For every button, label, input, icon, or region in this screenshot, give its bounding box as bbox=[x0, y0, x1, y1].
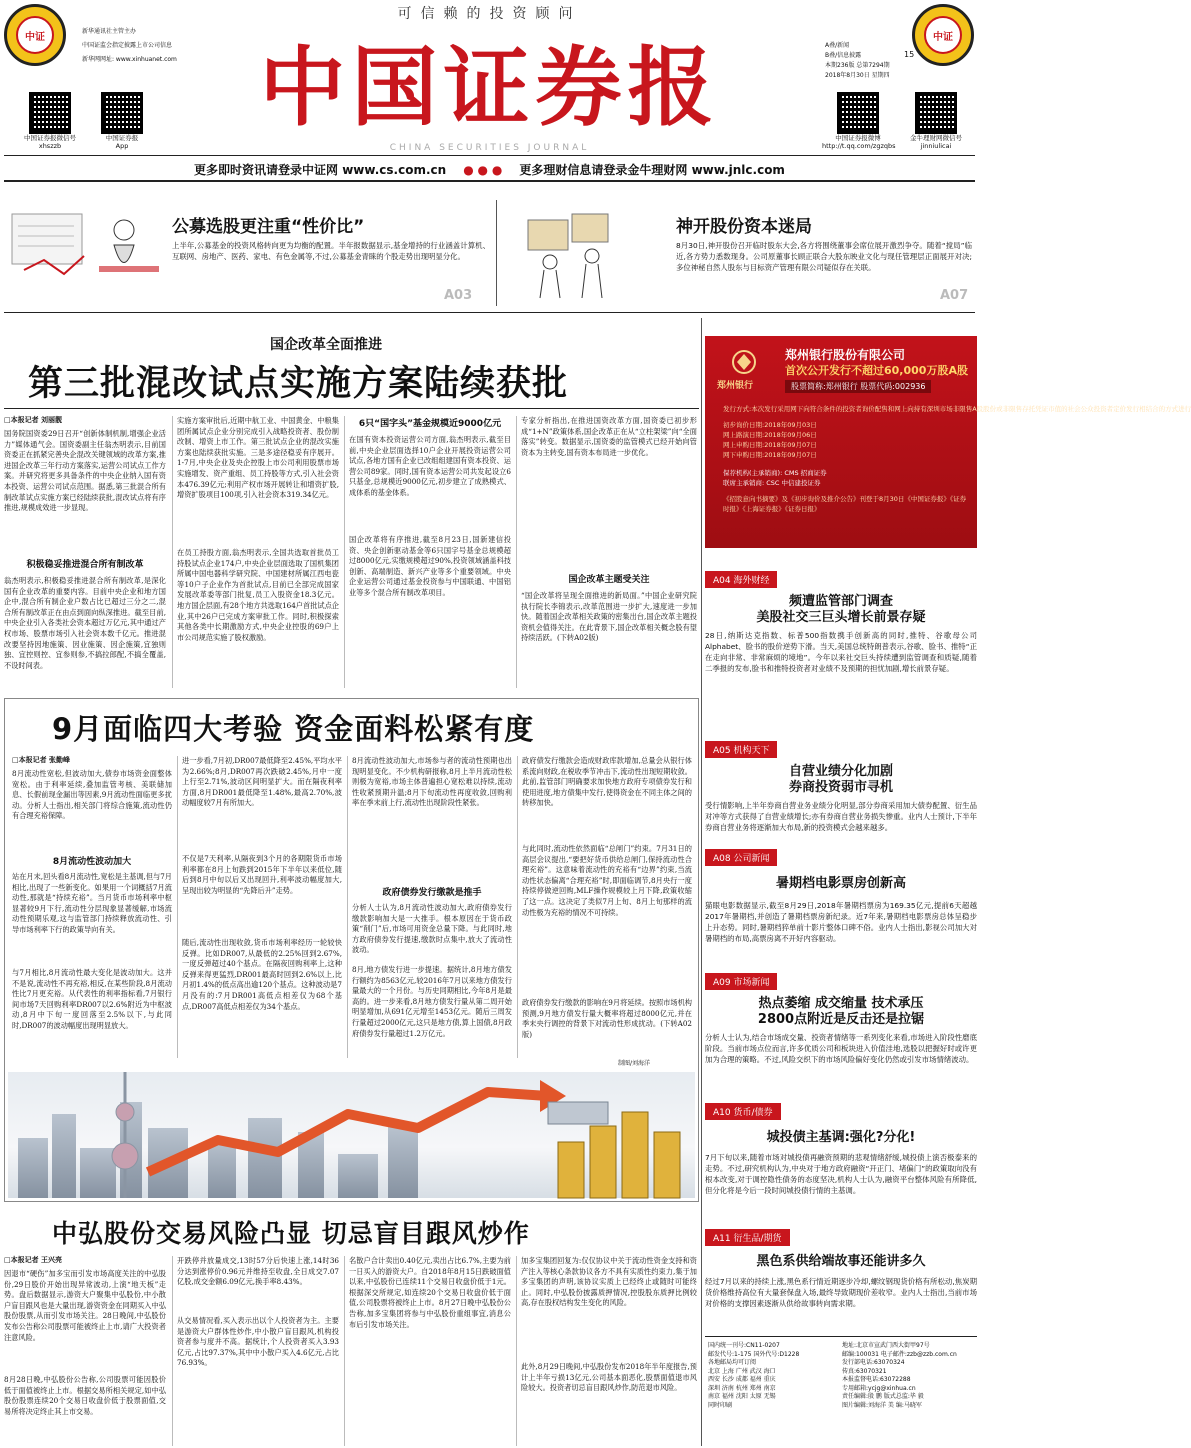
lead-headline[interactable]: 第三批混改试点实施方案陆续获批 bbox=[28, 364, 569, 404]
lead-para: 实施方案审批后,近期中航工业、中国黄金、中粮集团所属试点企业分别完成引入战略投资者、股份制改制、增资上市工作。第三批试点企业的混改实施方案也陆续获批实施。三是多途径稳妥有序展开。1-7月,中央企业及央企控股上市公司利用股票市场实施增发、资产重组、员工持股等方式,引入社会资本476.39亿元;利用产权市场开展转让和增资扩股,增资扩股项目100项,引入社会资本319.34亿元。 bbox=[177, 416, 339, 500]
footer-line: 西安 长沙 成都 福州 重庆 bbox=[708, 1376, 776, 1383]
lead-para: “国企改革将呈现全面推进的新局面。”中国企业研究院执行院长李锦表示,改革范围进一步扩大,速度进一步加快。随着国企改革相关政策的密集出台,国企改革主题投资机会值得关注。在此背景下,国企改革相关概念股有望持续活跃。(下转A02版) bbox=[521, 591, 697, 643]
coin-stack-icon bbox=[548, 1102, 698, 1198]
footer-right bbox=[842, 1342, 977, 1410]
second-para: 8月流动性宽松,但波动加大,债券市场资金面整体宽松。由于利率延续,叠加监管考核、美联储加息、长假前现金漏出等因素,9月流动性面临更多扰动。分析人士指出,相关部门将综合施策,流动性仍有合理充裕保障。 bbox=[12, 769, 172, 821]
third-para: 此外,8月29日晚间,中弘股份发布2018年半年度报告,预计上半年亏损13亿元,公司基本面恶化,股票面值退市风险较大。投资者切忌盲目跟风炒作,防范退市风险。 bbox=[521, 1362, 697, 1393]
footer-line: 国内统一刊号:CN11-0207 bbox=[708, 1342, 780, 1349]
links-rule bbox=[4, 180, 975, 182]
teaser-illustration-icon bbox=[500, 200, 650, 300]
column-rule bbox=[516, 416, 517, 688]
qr-code-icon bbox=[101, 92, 143, 134]
second-subhead: 8月流动性波动加大 bbox=[52, 857, 132, 867]
sidebar-title: 自营业绩分化加剧 券商投资弱市寻机 bbox=[788, 764, 893, 795]
lead-subhead: 积极稳妥推进混合所有制改革 bbox=[26, 560, 144, 570]
section-tag: A09 市场新闻 bbox=[705, 973, 777, 990]
qr-right-1[interactable] bbox=[822, 92, 894, 150]
header-rule bbox=[4, 155, 975, 156]
footer-line: 邮编:100031 电子邮件:zzb@zzb.com.cn bbox=[842, 1350, 957, 1358]
ad-line: 网上路演日期:2018年09月06日 bbox=[723, 431, 817, 439]
building-shape bbox=[18, 1138, 48, 1198]
sidebar-body: 分析人士认为,结合市场成交量、投资者情绪等一系列变化来看,市场进入阶段性磨底阶段。当前市场点位而言,许多优质公司和板块进入价值洼地,选股以把握好时或许更加为合理的策略。不过,风险交织下的市场风险偏好变化仍然或引发市场情绪波动。 bbox=[705, 1033, 977, 1064]
left-info-line: 新华通讯社主管主办 bbox=[82, 28, 137, 35]
links-bar bbox=[0, 159, 979, 178]
second-para: 站在月末,回头看8月流动性,宽松是主基调,但与7月相比,出现了一些新变化。如果用一个词概括7月流动性,那就是“持续充裕”。当月货币市场利率中枢显著较9月下行,流动性分层现象显著缓解,市场流动性预期乐观,这与监管部门持续释放流动性、引导市场利率下行的政策导向有关。 bbox=[12, 872, 172, 934]
ad-line: 联席主承销商: CSC 中信建投证券 bbox=[723, 479, 821, 487]
lead-col-3 bbox=[349, 416, 511, 688]
third-para: 加多宝集团回复为:仅仅协议中关于流动性资金支持和资产注入等核心条款协议各方不具有实质性约束力,集于加多宝集团的声明,该协议实质上已经终止或随时可能终止。同时,中弘股份披露质押情况,控股股东质押比例较高,存在股权结构发生变化的风险。 bbox=[521, 1256, 697, 1308]
sidebar-body: 受行情影响,上半年券商自营业务业绩分化明显,部分券商采用加大债券配置、衍生品对冲等方式获得了自营业绩增长;亦有券商自营业务损失惨重。业内人士预计,下半年券商自营业务将逐渐加大布局,新的投资模式会越来越多。 bbox=[705, 801, 977, 832]
lead-para: 专家分析指出,在推进国资改革方面,国资委已初步形成“1+N”政策体系,国企改革正在从“立柱架梁”向“全面落实”转变。数据显示,国资委的监管模式已经开始向管资本为主转变,国有资本布局进一步优化。 bbox=[521, 416, 697, 457]
footer-line: 责任编辑:殷 鹏 版式总监:毕 毅 bbox=[842, 1393, 924, 1400]
right-info-line: A叠/新闻 bbox=[825, 42, 850, 49]
footer-line: 同时印刷 bbox=[708, 1401, 733, 1409]
section-tag: A08 公司新闻 bbox=[705, 849, 777, 866]
qr-label: 中国证券报微博 bbox=[835, 134, 881, 142]
right-info bbox=[825, 42, 911, 80]
second-para: 进一步看,7月初,DR007最低降至2.45%,平均水平为2.66%;8月,DR007再次跌破2.45%,月中一度上行至2.71%,波动区间明显扩大。而在隔夜利率方面,8月DR001最低降至1.48%,最高2.70%,波动幅度较7月有所加大。 bbox=[182, 756, 342, 808]
qr-code-icon bbox=[837, 92, 879, 134]
section-tag: A05 机构天下 bbox=[705, 741, 777, 758]
qr-code-icon bbox=[29, 92, 71, 134]
column-rule bbox=[172, 416, 173, 688]
sidebar-divider bbox=[701, 318, 702, 1446]
qr-sub: jinniulicai bbox=[920, 142, 952, 150]
third-para: 从交易情况看,买入表示出以个人投资者为主。主要是游资大户群体性炒作,中小散户盲目跟风,机构投资者参与度并不高。据统计,个人投资者买入3.93亿元,占比97.37%,其中中小散户买入4.6亿元,占比76.93%。 bbox=[177, 1316, 339, 1368]
logo-right-text: 中证 bbox=[924, 16, 962, 54]
byline: □本报记者 王兴亮 bbox=[4, 1256, 63, 1264]
section-tag: A11 衍生品/期货 bbox=[705, 1229, 790, 1246]
third-para: 名散户合计卖出0.40亿元,卖出占比6.7%,主要为前一日买入的游资大户。自2018年8月15日跌破面值以来,中弘股份已连续11个交易日收盘价低于1元。根据深交所规定,如连续20个交易日收盘价低于面值,公司股票将被终止上市。8月27日晚中弘股份公告称,加多宝集团将参与中弘股份重组事宜,消息公布后引发市场关注。 bbox=[349, 1256, 511, 1329]
lead-para: 国务院国资委29日召开“创新体制机制,增强企业活力”媒体通气会。国资委副主任翁杰明表示,目前国资委正在抓紧完善央企混改关键领域的改革方案,推进国企改革三年行动方案落实,运营公司试点工作方案。并研究将更多具备条件的中央企业纳入国有资本投资、运营公司试点范围。据悉,第三批混合所有制改革试点实施方案已经陆续获批,混改试点将有序推进,规模成效进一步显现。 bbox=[4, 429, 166, 513]
second-para: 随后,流动性出现收敛,货币市场利率经历一轮较快反弹。比如DR007,从最低的2.25%回到2.67%,一度反弹超过40个基点。在隔夜回购利率上,这种反弹来得更猛烈,DR001最高时回到2.6%以上,比月初1.4%的低点高出逾120个基点。这种波动是7月没有的:7月DR001高低点相差仅为68个基点,DR007高低点相差仅为34个基点。 bbox=[182, 938, 342, 1011]
byline: □本报记者 刘丽靓 bbox=[4, 416, 63, 424]
ad-line: 初步询价日期:2018年09月03日 bbox=[723, 421, 817, 429]
teaser-1[interactable] bbox=[4, 200, 492, 306]
qr-label: 中国证券报微信号 bbox=[24, 134, 76, 142]
qr-right-2[interactable] bbox=[900, 92, 972, 150]
teaser-divider bbox=[496, 200, 497, 306]
ad-line: 《招股意向书摘要》及《初步询价及推介公告》刊登于8月30日《中国证券报》《证券时报》《上海证券报》《证券日报》 bbox=[723, 495, 967, 513]
teaser-page: A03 bbox=[444, 288, 473, 303]
sidebar-body: 28日,纳斯达克指数、标普500指数携手创新高的同时,推特、谷歌母公司Alphabet、脸书的股价逆势下滑。当天,美国总统特朗普表示,谷歌、脸书、推特“正在走向非常、非常麻烦的境地”。今年以来社交巨头持续遭到监管调查和质疑,随着二季报的发布,脸书和推特投资者对业绩不及预期的担忧加剧,增长前景存疑。 bbox=[705, 631, 977, 673]
lead-para: 在国有资本投资运营公司方面,翁杰明表示,截至目前,中央企业层面选择10户企业开展投资运营公司试点,各地方国有企业已改组组建国有资本投资、运营公司89家。同时,国有资本运营公司共发起设立6只基金,总规模近9000亿元,初步建立了成熟模式、成体系的基金体系。 bbox=[349, 435, 511, 497]
footer-line: 各地邮局均可订阅 bbox=[708, 1359, 757, 1366]
column-rule bbox=[347, 756, 348, 1058]
sidebar-title: 城投债主基调:强化?分化! bbox=[766, 1130, 916, 1145]
right-info-line: B叠/信息披露 bbox=[825, 52, 862, 59]
second-col-2 bbox=[182, 756, 342, 1058]
lead-para: 国企改革将有序推进,截至8月23日,国新建信投资、央企创新驱动基金等6只国字号基金总规模超过8000亿元,实缴规模超过90%,投资领域涵盖科技创新、高端制造、新兴产业等多个重要领域。中央企业运营公司通过基金投资参与中国联通、中国铝业等多个混合所有制改革项目。 bbox=[349, 535, 511, 597]
ad-line: 网下申购日期:2018年09月07日 bbox=[723, 451, 817, 459]
ad-lines bbox=[723, 404, 1191, 514]
sidebar-item-a10[interactable] bbox=[705, 1100, 977, 1214]
byline: □本报记者 张勤峰 bbox=[12, 756, 71, 764]
sidebar-title: 黑色系供给端故事还能讲多久 bbox=[756, 1254, 926, 1269]
second-para: 与此同时,流动性依然面临“总闸门”约束。7月31日的高层会议提出,“要把好货币供给总闸门,保持流动性合理充裕”。这意味着流动性的充裕有“边界”约束,当流动性状态偏离“合理充裕”时,即面临调节,8月央行一度持续停做逆回购,MLF操作规模较上月下降,政策收缩了这一点。这决定了类似7月上旬、8月上旬那样的流动性极为充裕的情况不可持续。 bbox=[522, 844, 692, 917]
teaser-illustration-icon bbox=[4, 200, 164, 300]
qr-left-2[interactable] bbox=[90, 92, 154, 150]
skyline-illustration bbox=[8, 1072, 695, 1198]
second-para: 与7月相比,8月流动性最大变化是波动加大。这并不是说,流动性不再充裕,相反,在某些阶段,8月流动性比7月更充裕。从代表性的利率指标看,7月银行间市场7天回购利率DR007以2.6%附近为中枢波动,8月中下旬一度回落至2.5%以下,与此同时,DR007的波动幅度出现明显放大。 bbox=[12, 968, 172, 1030]
lead-col-2 bbox=[177, 416, 339, 688]
second-para: 政府债发行缴款会造成财政库款增加,总量会从银行体系流向财政,在税收季节冲击下,流动性出现短期收敛。此前,监管部门明确要求加快地方政府专项债券发行和使用进度,地方债集中发行,使得资金在不同主体之间的转移加快。 bbox=[522, 756, 692, 808]
third-col-3 bbox=[349, 1256, 511, 1446]
masthead-en: CHINA SECURITIES JOURNAL bbox=[389, 143, 590, 153]
ad-company: 郑州银行股份有限公司 bbox=[785, 348, 906, 362]
footer-line: 专用邮箱:ycjg@xinhua.cn bbox=[842, 1384, 916, 1392]
lead-col-4 bbox=[521, 416, 697, 688]
bank-logo-icon bbox=[719, 348, 769, 378]
right-edge-code: 15 bbox=[904, 50, 915, 59]
ad-line: 发行方式:本次发行采用网下向符合条件的投资者询价配售和网上向持有深圳市场非限售A股股份或非限售存托凭证市值的社会公众投资者定价发行相结合的方式进行 bbox=[723, 405, 1191, 413]
link-cs[interactable]: 更多即时资讯请登录中证网 www.cs.com.cn bbox=[194, 163, 447, 177]
sidebar-item-a09[interactable] bbox=[705, 970, 977, 1090]
right-info-line: 2018年8月30日 星期四 bbox=[825, 72, 890, 79]
lead-subhead: 国企改革主题受关注 bbox=[568, 575, 650, 585]
qr-label: 金牛理财网微信号 bbox=[910, 134, 962, 142]
teaser-2[interactable] bbox=[500, 200, 975, 306]
footer-line: 图片编辑:刘海洋 美 编:马晓军 bbox=[842, 1401, 922, 1409]
column-rule bbox=[344, 1256, 345, 1446]
sidebar-title: 频遭监管部门调查 美股社交三巨头增长前景存疑 bbox=[756, 594, 926, 625]
column-rule bbox=[517, 756, 518, 1058]
lead-col-1 bbox=[4, 416, 166, 688]
sidebar-body: 猫眼电影数据显示,截至8月29日,2018年暑期档票房为169.35亿元,提前6天超越2017年暑期档,并创造了暑期档票房新纪录。近7年来,暑期档电影票房总体呈稳步上升态势。同时,暑期档猝单前十影片整体口碑不俗。业内人士指出,影视公司加大对暑期档的布局,高票房离不开好内容驱动。 bbox=[705, 901, 977, 943]
second-col-4 bbox=[522, 756, 692, 1058]
third-col-2 bbox=[177, 1256, 339, 1446]
column-rule bbox=[516, 1256, 517, 1446]
column-rule bbox=[172, 1256, 173, 1446]
footer-line: 北京 上海 广州 武汉 海口 bbox=[708, 1367, 776, 1375]
teaser-title: 公募选股更注重“性价比” bbox=[172, 217, 365, 237]
qr-sub: App bbox=[115, 142, 129, 150]
sidebar-body: 7月下旬以来,随着市场对城投债再融资预期的悲观情绪舒缓,城投债上演否极泰来的走势。不过,研究机构认为,中央对于地方政府融资“开正门、堵偏门”的政策取向没有根本改变,对于调控隐性债务的态度坚决,机构人士认为,融资平台整体风险有所降低,但分化将是今后一段时间城投债行情的主基调。 bbox=[705, 1153, 977, 1195]
second-headline[interactable]: 9月面临四大考验 资金面料松紧有度 bbox=[52, 712, 535, 746]
third-para: 8月28日晚,中弘股份公告称,公司股票可能因股价低于面值被终止上市。根据交易所相关规定,如中弘股份股票连续20个交易日收盘价低于股票面值,交易所将决定终止其上市交易。 bbox=[4, 1375, 166, 1416]
illustration-credit: 制图/刘海洋 bbox=[618, 1060, 651, 1067]
footer-line: 传真:63070321 bbox=[842, 1367, 887, 1375]
footer-line: 发行部电话:63070324 bbox=[842, 1359, 905, 1366]
second-subhead: 政府债券发行缴款是推手 bbox=[382, 888, 482, 898]
rising-arrow-icon bbox=[148, 1076, 568, 1186]
building-shape bbox=[52, 1114, 76, 1198]
teaser-page: A07 bbox=[940, 288, 969, 303]
teaser-rule bbox=[4, 312, 975, 313]
tagline: 可信赖的投资顾问 bbox=[397, 6, 582, 22]
second-para: 分析人士认为,8月流动性波动加大,政府债券发行缴款影响加大是一大推手。根本原因在于货币政策“削门”后,市场可用资金总量下降。与此同时,地方政府债券发行提速,缴款时点集中,放大了流动性波动。 bbox=[352, 903, 512, 955]
section-tag: A04 海外财经 bbox=[705, 571, 777, 588]
qr-sub: http://t.qq.com/zgzqbs bbox=[822, 142, 896, 150]
second-col-3 bbox=[352, 756, 512, 1058]
column-rule bbox=[177, 756, 178, 1058]
footer-line: 本报监督电话:63072288 bbox=[842, 1376, 911, 1383]
footer-line: 地址:北京市宣武门西大街甲97号 bbox=[842, 1342, 930, 1349]
sidebar-item-a08[interactable] bbox=[705, 846, 977, 960]
sidebar-title: 热点萎缩 成交缩量 技术承压 2800点附近是反击还是拉锯 bbox=[757, 996, 925, 1027]
third-headline[interactable]: 中弘股份交易风险凸显 切忌盲目跟风炒作 bbox=[52, 1219, 530, 1248]
sidebar-body: 经过7月以来的持续上涨,黑色系行情近期逐步冷却,螺纹钢现货价格有所松动,焦炭期货价格维持高位有大量套保盘入场,最终导致期现价差收窄。业内人士指出,当前市场对价格的支撑因素逐渐从供给故事转向需求期。 bbox=[705, 1277, 977, 1308]
lead-para: 在员工持股方面,翁杰明表示,全国共选取首批员工持股试点企业174户,中央企业层面选取了国机集团所属中国电器科学研究院、中国建材所属江西电瓷等10户子企业作为首批试点,目前已全部完成国家发展改革委等部门批复,员工入股资金18.3亿元。地方国企层面,有28个地方共选取164户首批试点企业,其中26户已完成方案审批工作。同时,积极探索其他各类中长期激励方式,中央企业控股的69户上市公司规范实施了股权激励。 bbox=[177, 548, 339, 642]
column-rule bbox=[344, 416, 345, 688]
sidebar-item-a05[interactable] bbox=[705, 738, 977, 848]
section-tag: A10 货币/债券 bbox=[705, 1103, 781, 1120]
ad-line: 保荐机构(主承销商): CMS 招商证券 bbox=[723, 469, 827, 477]
second-para: 政府债券发行缴款的影响在9月将延续。按照市场机构预测,9月地方债发行量大概率将超过8000亿元,并在季末央行调控的背景下对流动性形成扰动。(下转A02版) bbox=[522, 998, 692, 1039]
ad-headline: 首次公开发行不超过60,000万股A股 bbox=[785, 364, 968, 377]
left-info-line: 中国证监会指定披露上市公司信息 bbox=[82, 42, 173, 49]
qr-left-1[interactable] bbox=[18, 92, 82, 150]
lead-rule bbox=[4, 408, 699, 409]
lead-kicker: 国企改革全面推进 bbox=[270, 337, 382, 353]
teaser-title: 神开股份资本迷局 bbox=[676, 217, 812, 237]
dots-icon: ● ● ● bbox=[463, 163, 503, 177]
qr-code-icon bbox=[915, 92, 957, 134]
teaser-body: 8月30日,神开股份召开临时股东大会,各方将围绕董事会席位展开激烈争夺。随着“搅局”临近,各方势力悉数现身。公司原董事长顾正联合大股东映业文化与现任管理层正面展开对决;多位神秘自然人股东与目标资产管理有限公司疑似存在关联。 bbox=[676, 241, 972, 272]
third-col-4 bbox=[521, 1256, 697, 1446]
third-para: 开跌停并放量成交,13时57分后快速上涨,14时36分达到涨停价0.96元并维持至收盘,全日成交7.07亿股,成交金额6.09亿元,换手率8.43%。 bbox=[177, 1256, 339, 1287]
qr-sub: xhszzb bbox=[38, 142, 62, 150]
lead-para: 翁杰明表示,积极稳妥推进混合所有制改革,是深化国有企业改革的重要内容。目前中央企业和地方国企中,混合所有制企业户数占比已超过三分之二,混合所有制改革正在由点到面向纵深推进。截至目前,中央企业引入各类社会资本超过万亿元,其中通过产权市场、股票市场引入社会资本数千亿元。推进混改要坚持因地施策、因业施策、因企施策,宜独则独、宜控则控、宜参则参,不搞拉郎配,不搞全覆盖,不设时间表。 bbox=[4, 576, 166, 670]
sidebar-item-a04[interactable] bbox=[705, 568, 977, 686]
ad-code: 股票简称:郑州银行 股票代码:002936 bbox=[785, 380, 931, 393]
ipo-advert[interactable] bbox=[705, 336, 1191, 548]
sidebar-item-a11[interactable] bbox=[705, 1226, 977, 1326]
footer-left bbox=[708, 1342, 836, 1410]
qr-label: 中国证券报 bbox=[105, 134, 139, 142]
tv-tower-icon bbox=[100, 1072, 150, 1198]
second-para: 8月流动性波动加大,市场参与者的流动性预期也出现明显变化。不少机构研报称,8月上半月流动性松则极为宽裕,市场主体普遍担心宽松难以持续,流动性收紧预期升温;8月下旬流动性再度收敛,回购利率在季末前上行,流动性出现阶段性紧张。 bbox=[352, 756, 512, 808]
right-info-line: 本期236版 总第7294期 bbox=[825, 62, 890, 69]
third-col-1 bbox=[4, 1256, 166, 1446]
lead-subhead: 6只“国字头”基金规模近9000亿元 bbox=[358, 419, 502, 429]
sidebar-title: 暑期档电影票房创新高 bbox=[775, 876, 906, 891]
second-para: 不仅是7天利率,从隔夜到3个月的各期限货币市场利率都在8月上旬跌到2015年下半年以来低位,随后到8月中旬以后又出现回升,利率波动幅度加大,呈现出较为明显的“先降后升”走势。 bbox=[182, 854, 342, 895]
footer-rule bbox=[705, 1336, 977, 1337]
third-para: 因退市“硬伤”加多宝而引发市场高度关注的中弘股份,29日股价开始出现异常波动,上演“地天板”走势。盘后数据显示,游资大户聚集中弘股份,中小散户盲目跟风也是大量出现,游资资金在同期买入中弘股份股票,从而引发市场关注。28日晚间,中弘股份发布公告称公司股票可能被终止上市,请广大投资者注意风险。 bbox=[4, 1269, 166, 1342]
teaser-body: 上半年,公募基金的投资风格转向更为均衡的配置。半年报数据显示,基金增持的行业涵盖计算机、互联网、房地产、医药、家电、有色金属等,不过,公募基金青睐的个股走势出现明显分化。 bbox=[172, 241, 490, 261]
footer-line: 南京 福州 沈阳 太原 无锡 bbox=[708, 1393, 776, 1400]
second-col-1 bbox=[12, 756, 172, 1058]
footer-line: 邮发代号:1-175 国外代号:D1228 bbox=[708, 1350, 800, 1358]
link-jnlc[interactable]: 更多理财信息请登录金牛理财网 www.jnlc.com bbox=[519, 163, 785, 177]
logo-left-text: 中证 bbox=[16, 16, 54, 54]
left-info-line: 新华网网址: www.xinhuanet.com bbox=[82, 56, 177, 63]
footer-line: 深圳 济南 杭州 郑州 南京 bbox=[708, 1384, 776, 1392]
ad-line: 网上申购日期:2018年09月07日 bbox=[723, 441, 817, 449]
masthead: 中国证券报 bbox=[259, 37, 720, 138]
ad-brand: 郑州银行 bbox=[717, 381, 754, 391]
second-para: 8月,地方债发行进一步提速。据统计,8月地方债发行额约为8563亿元,较2016年7月以来地方债发行量最大的一个月份。与历史同期相比,今年8月是最高的。进一步来看,8月地方债发行量从第二周开始明显增加,从691亿元增至1453亿元。随后三周发行量超过2000亿元,这只是地方债,算上国债,8月政府债券发行量超过1.2万亿元。 bbox=[352, 965, 512, 1038]
